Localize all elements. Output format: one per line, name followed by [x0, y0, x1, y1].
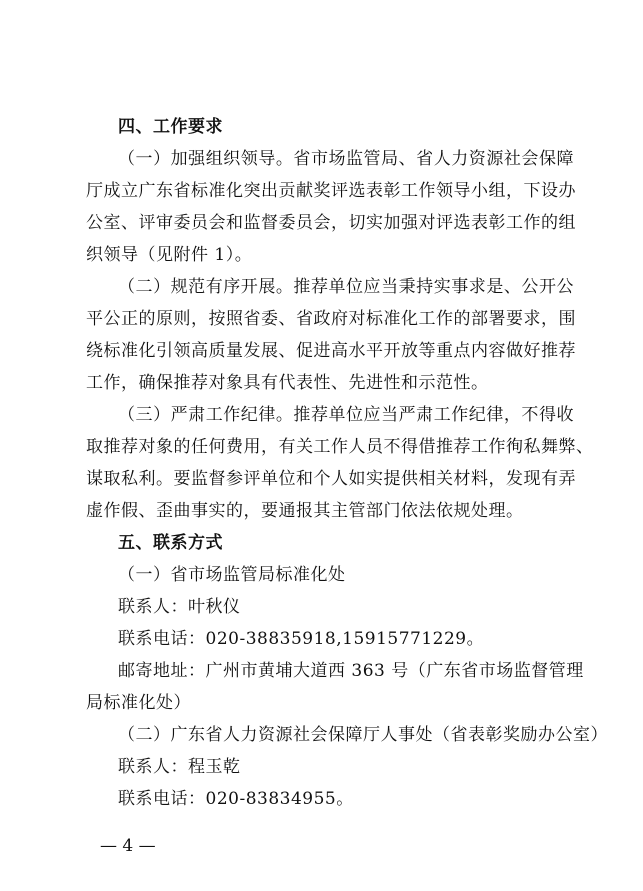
paragraph-line: （一）加强组织领导。省市场监管局、省人力资源社会保障	[118, 149, 574, 169]
contact-address: 邮寄地址：广州市黄埔大道西 363 号（广东省市场监督管理	[118, 661, 584, 681]
paragraph-line: （三）严肃工作纪律。推荐单位应当严肃工作纪律，不得收	[118, 405, 574, 425]
contact-address: 局标准化处）	[86, 693, 191, 713]
page-number: — 4 —	[100, 836, 156, 856]
paragraph-line: 平公正的原则，按照省委、省政府对标准化工作的部署要求，围	[86, 309, 576, 329]
paragraph-line: 厅成立广东省标准化突出贡献奖评选表彰工作领导小组，下设办	[86, 181, 576, 201]
paragraph-line: 取推荐对象的任何费用，有关工作人员不得借推荐工作徇私舞弊、	[86, 437, 594, 457]
contact-person: 联系人：叶秋仪	[118, 597, 241, 617]
paragraph-line: 绕标准化引领高质量发展、促进高水平开放等重点内容做好推荐	[86, 341, 576, 361]
paragraph-line: 工作，确保推荐对象具有代表性、先进性和示范性。	[86, 373, 489, 393]
contact-office-title: （二）广东省人力资源社会保障厅人事处（省表彰奖励办公室）	[118, 725, 608, 745]
section-heading-contact: 五、联系方式	[118, 533, 223, 553]
paragraph-line: 虚作假、歪曲事实的，要通报其主管部门依法依规处理。	[86, 501, 524, 521]
paragraph-line: 公室、评审委员会和监督委员会，切实加强对评选表彰工作的组	[86, 213, 576, 233]
contact-office-title: （一）省市场监管局标准化处	[118, 565, 346, 585]
contact-phone: 联系电话：020-38835918,15915771229。	[118, 629, 485, 649]
contact-person: 联系人：程玉乾	[118, 757, 241, 777]
contact-phone: 联系电话：020-83834955。	[118, 789, 354, 809]
paragraph-line: 谋取私利。要监督参评单位和个人如实提供相关材料，发现有弄	[86, 469, 576, 489]
paragraph-line: 织领导（见附件 1）。	[86, 245, 253, 265]
section-heading-work-requirements: 四、工作要求	[118, 117, 223, 137]
paragraph-line: （二）规范有序开展。推荐单位应当秉持实事求是、公开公	[118, 277, 574, 297]
